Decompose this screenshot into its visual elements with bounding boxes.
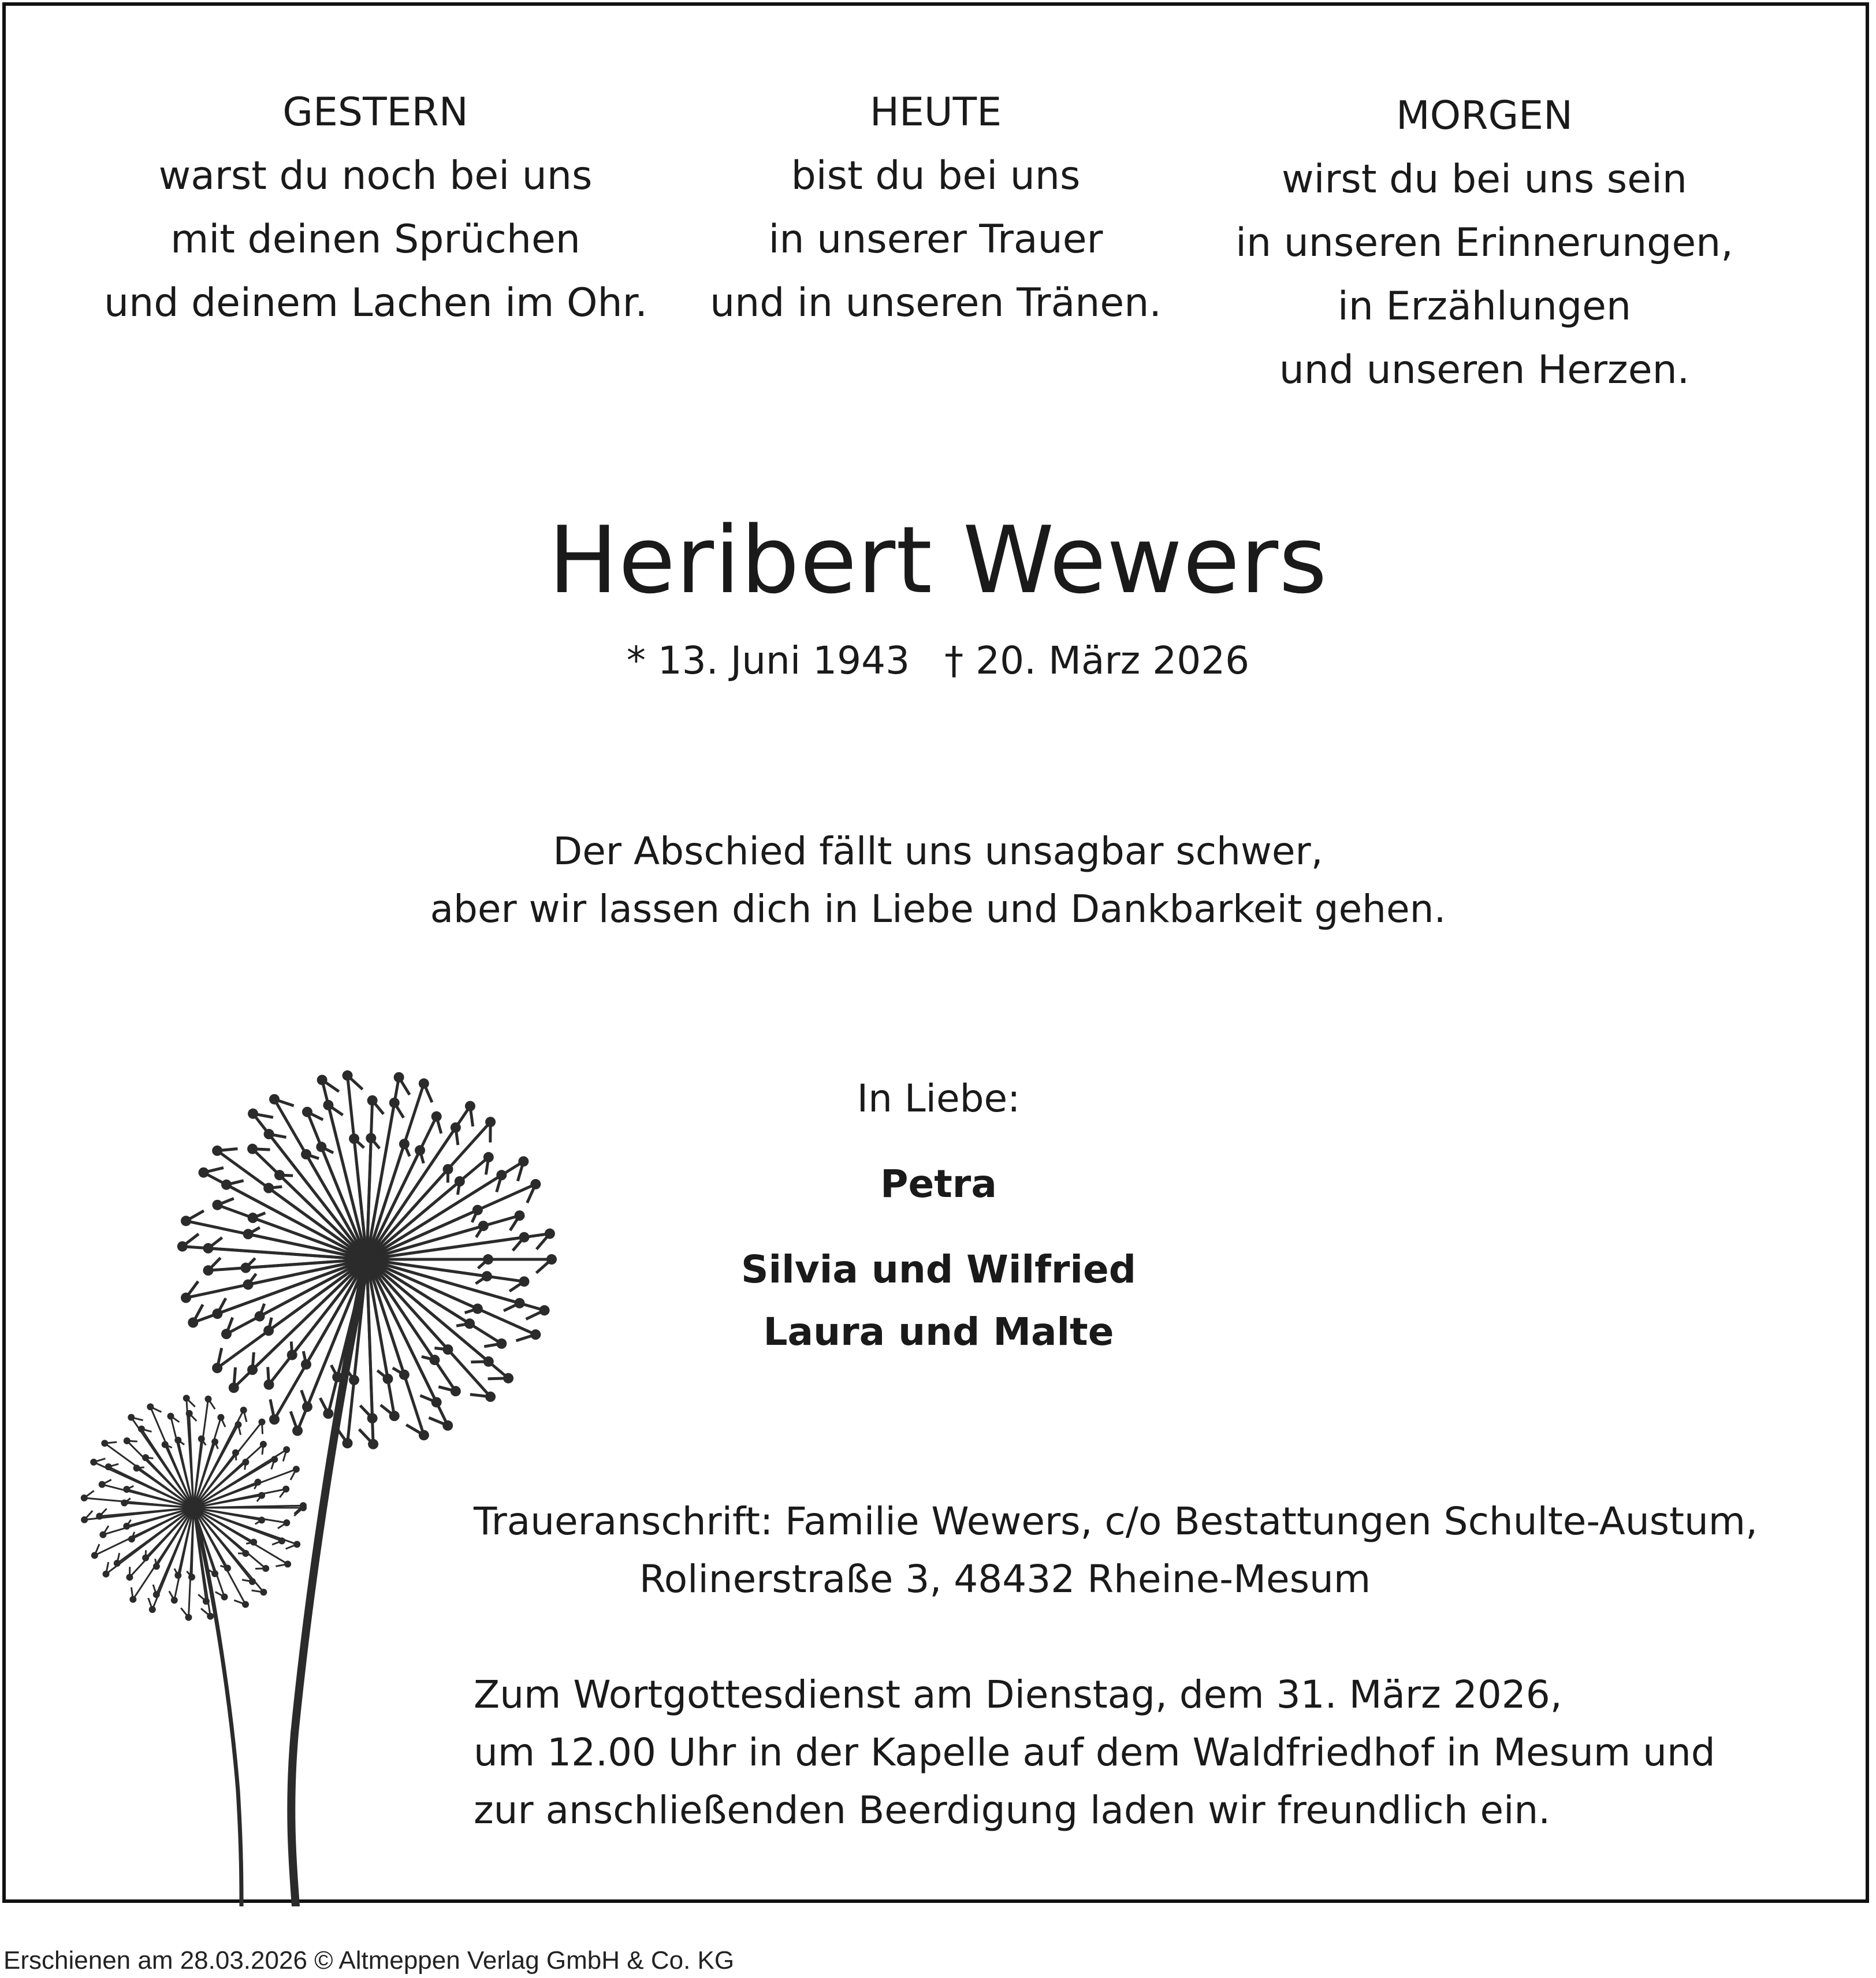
mourner-couples: [693, 1239, 1184, 1363]
farewell-line: Der Abschied fällt uns unsagbar schwer,: [553, 829, 1323, 873]
poem-line: in Erzählungen: [1337, 284, 1632, 329]
poem-line: in unseren Erinnerungen,: [1235, 220, 1733, 266]
poem-heading: GESTERN: [282, 90, 468, 135]
mourner-couple: Silvia und Wilfried: [740, 1247, 1137, 1292]
farewell-line: aber wir lassen dich in Liebe und Dankbarkeit gehen.: [430, 887, 1446, 931]
birth-date: * 13. Juni 1943: [626, 638, 910, 683]
life-dates: [0, 632, 1876, 690]
death-date: † 20. März 2026: [944, 638, 1250, 683]
address-line: Rolinerstraße 3, 48432 Rheine-Mesum: [639, 1557, 1371, 1601]
service-line: Zum Wortgottesdienst am Dienstag, dem 31. März 2026,: [474, 1672, 1562, 1717]
dandelion-stem-small: [193, 1508, 241, 1906]
address-line: Traueranschrift: Familie Wewers, c/o Bestattungen Schulte-Austum,: [474, 1499, 1758, 1544]
poem-line: wirst du bei uns sein: [1281, 157, 1688, 202]
deceased-name: Heribert Wewers: [548, 506, 1328, 614]
poem-line: in unserer Trauer: [768, 217, 1103, 262]
poem-line: und unseren Herzen.: [1279, 347, 1690, 393]
mourner-name: Petra: [880, 1162, 997, 1206]
poem-heading: HEUTE: [869, 90, 1002, 135]
poem-line: mit deinen Sprüchen: [170, 217, 580, 262]
poem-line: und in unseren Tränen.: [710, 280, 1162, 326]
mourner-couple: Laura und Malte: [763, 1310, 1114, 1354]
poem-line: bist du bei uns: [791, 153, 1081, 199]
poem-heading: MORGEN: [1396, 93, 1573, 139]
poem-column-tomorrow: [1213, 84, 1756, 402]
farewell-text: [0, 823, 1876, 938]
service-line: zur anschließenden Beerdigung laden wir freundlich ein.: [474, 1788, 1551, 1832]
poem-line: warst du noch bei uns: [158, 153, 593, 199]
mourners-intro: In Liebe:: [857, 1076, 1021, 1121]
publication-footer: Erschienen am 28.03.2026 © Altmeppen Verlag GmbH & Co. KG: [3, 1946, 735, 1975]
poem-column-yesterday: [104, 81, 647, 335]
service-line: um 12.00 Uhr in der Kapelle auf dem Waldfriedhof in Mesum und: [474, 1730, 1715, 1775]
poem-line: und deinem Lachen im Ohr.: [104, 280, 647, 326]
mourning-address: [474, 1493, 1758, 1608]
service-notice: [474, 1666, 1715, 1839]
poem-column-today: [664, 81, 1207, 335]
